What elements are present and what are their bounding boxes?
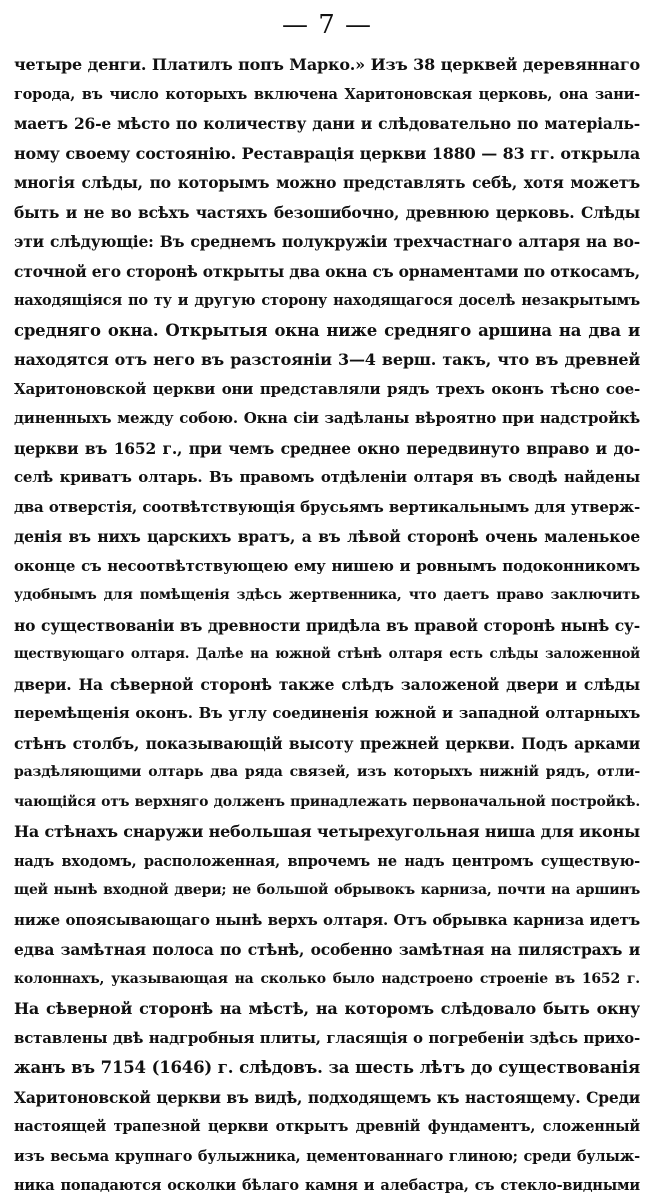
text-line: многія слѣды, по которымъ можно представлять себѣ, хотя можетъ [14, 173, 640, 192]
text-line: находятся отъ него въ разстояніи 3—4 верш. такъ, что въ древней [14, 350, 640, 369]
text-line: изъ весьма крупнаго булыжника, цементованнаго глиною; среди булыж- [14, 1147, 640, 1165]
text-line: эти слѣдующіе: Въ среднемъ полукружіи трехчастнаго алтаря на во- [14, 232, 640, 251]
text-line: ществующаго олтаря. Далѣе на южной стѣнѣ олтаря есть слѣды заложенной [14, 646, 640, 662]
text-line: Харитоновской церкви они представляли рядъ трехъ оконъ тѣсно сое- [14, 379, 640, 398]
text-line: но существованіи въ древности придѣла въ правой сторонѣ нынѣ су- [14, 615, 640, 635]
text-line: надъ входомъ, расположенная, впрочемъ не надъ центромъ существую- [14, 852, 640, 870]
text-line: оконце съ несоотвѣтствующею ему нишею и ровнымъ подоконникомъ [14, 556, 640, 575]
text-line: стѣнъ столбъ, показывающій высоту прежней церкви. Подъ арками [14, 733, 640, 753]
text-line: перемѣщенія оконъ. Въ углу соединенія южной и западной олтарныхъ [14, 704, 640, 722]
body-text [14, 50, 640, 1201]
text-line: находящіяся по ту и другую сторону находящагося доселѣ незакрытымъ [14, 292, 640, 309]
text-line: ному своему состоянію. Реставрація церкви 1880 — 83 гг. открыла [14, 143, 640, 163]
text-line: быть и не во всѣхъ частяхъ безошибочно, древнюю церковь. Слѣды [14, 202, 640, 222]
text-line: раздѣляющими олтарь два ряда связей, изъ которыхъ нижній рядъ, отли- [14, 764, 640, 780]
text-line: диненныхъ между собою. Окна сіи задѣланы вѣроятно при надстройкѣ [14, 409, 640, 427]
text-line: средняго окна. Открытыя окна ниже средняго аршина на два и [14, 320, 640, 340]
text-line: города, въ число которыхъ включена Харитоновская церковь, она зани- [14, 85, 640, 103]
text-line: сточной его сторонѣ открыты два окна съ орнаментами по откосамъ, [14, 261, 640, 281]
text-line: колоннахъ, указывающая на сколько было надстроено строеніе въ 1652 г. [14, 970, 640, 987]
text-line: вставлены двѣ надгробныя плиты, гласящія о погребеніи здѣсь прихо- [14, 1028, 640, 1047]
text-line: маетъ 26-е мѣсто по количеству дани и слѣдовательно по матеріаль- [14, 114, 640, 133]
text-line: два отверстія, соотвѣтствующія брусьямъ вертикальнымъ для утверж- [14, 497, 640, 516]
text-line: церкви въ 1652 г., при чемъ среднее окно передвинуто вправо и до- [14, 438, 640, 458]
text-line: ника попадаются осколки бѣлаго камня и алебастра, съ стекло-видными [14, 1177, 640, 1194]
text-line: жанъ въ 7154 (1646) г. слѣдовъ. за шесть лѣтъ до существованія [14, 1058, 640, 1077]
text-line: едва замѣтная полоса по стѣнѣ, особенно замѣтная на пилястрахъ и [14, 940, 640, 959]
text-line: щей нынѣ входной двери; не большой обрывокъ карниза, почти на аршинъ [14, 882, 640, 898]
text-line: четыре денги. Платилъ попъ Марко.» Изъ 38 церквей деревяннаго [14, 55, 640, 74]
text-line: ниже опоясывающаго нынѣ верхъ олтаря. Отъ обрывка карниза идетъ [14, 910, 640, 929]
text-line: На сѣверной сторонѣ на мѣстѣ, на которомъ слѣдовало быть окну [14, 999, 640, 1018]
text-line: двери. На сѣверной сторонѣ также слѣдъ заложеной двери и слѣды [14, 674, 640, 694]
text-line: селѣ криватъ олтарь. Въ правомъ отдѣленіи олтаря въ сводѣ найдены [14, 468, 640, 486]
text-line: удобнымъ для помѣщенія здѣсь жертвенника, что даетъ право заключить [14, 587, 640, 603]
text-line: чающійся отъ верхняго долженъ принадлежать первоначальной постройкѣ. [14, 793, 640, 810]
text-line: На стѣнахъ снаружи небольшая четырехугольная ниша для иконы [14, 822, 640, 841]
text-line: денія въ нихъ царскихъ вратъ, а въ лѣвой сторонѣ очень маленькое [14, 527, 640, 546]
text-line: Харитоновской церкви въ видѣ, подходящемъ къ настоящему. Среди [14, 1087, 640, 1107]
text-line: настоящей трапезной церкви открытъ древній фундаментъ, сложенный [14, 1118, 640, 1135]
page-number-header: — 7 — [281, 10, 373, 40]
